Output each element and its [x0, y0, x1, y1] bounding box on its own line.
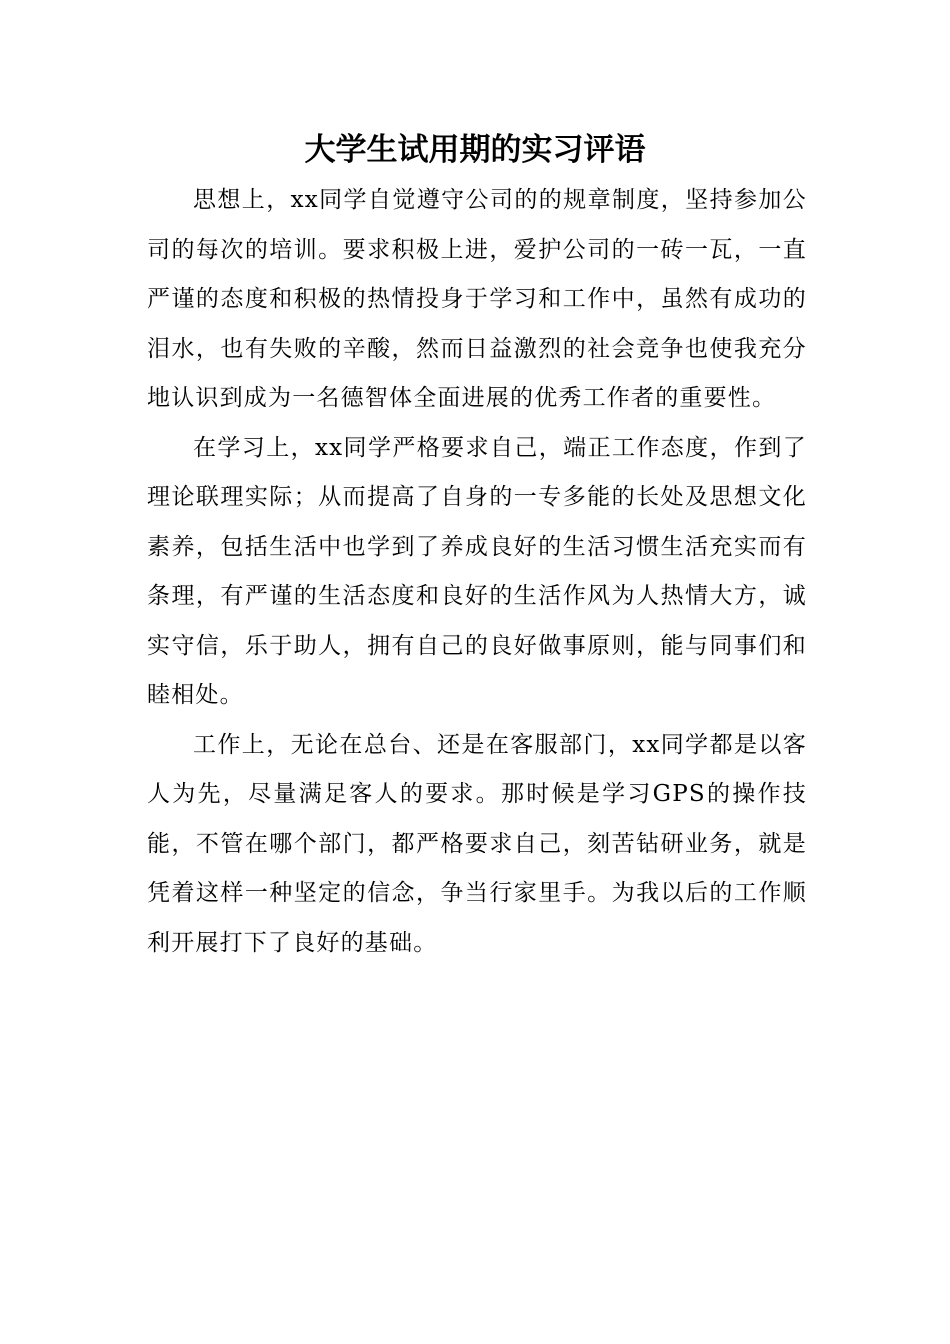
paragraph-study: 在学习上，xx同学严格要求自己，端正工作态度，作到了理论联理实际；从而提高了自身的一专多能的长处及思想文化素养，包括生活中也学到了养成良好的生活习惯生活充实而有条理，有严谨的生活态度和良好的生活作风为人热情大方，诚实守信，乐于助人，拥有自己的良好做事原则，能与同事们和睦相处。	[147, 434, 807, 708]
document-body	[147, 176, 807, 968]
paragraph-work: 工作上，无论在总台、还是在客服部门，xx同学都是以客人为先，尽量满足客人的要求。那时候是学习GPS的操作技能，不管在哪个部门，都严格要求自己，刻苦钻研业务，就是凭着这样一种坚定的信念，争当行家里手。为我以后的工作顺利开展打下了良好的基础。	[147, 731, 807, 956]
document-title: 大学生试用期的实习评语	[304, 132, 646, 168]
paragraph-thought: 思想上，xx同学自觉遵守公司的的规章制度，坚持参加公司的每次的培训。要求积极上进，爱护公司的一砖一瓦，一直严谨的态度和积极的热情投身于学习和工作中，虽然有成功的泪水，也有失败的辛酸，然而日益激烈的社会竞争也使我充分地认识到成为一名德智体全面进展的优秀工作者的重要性。	[147, 187, 807, 411]
